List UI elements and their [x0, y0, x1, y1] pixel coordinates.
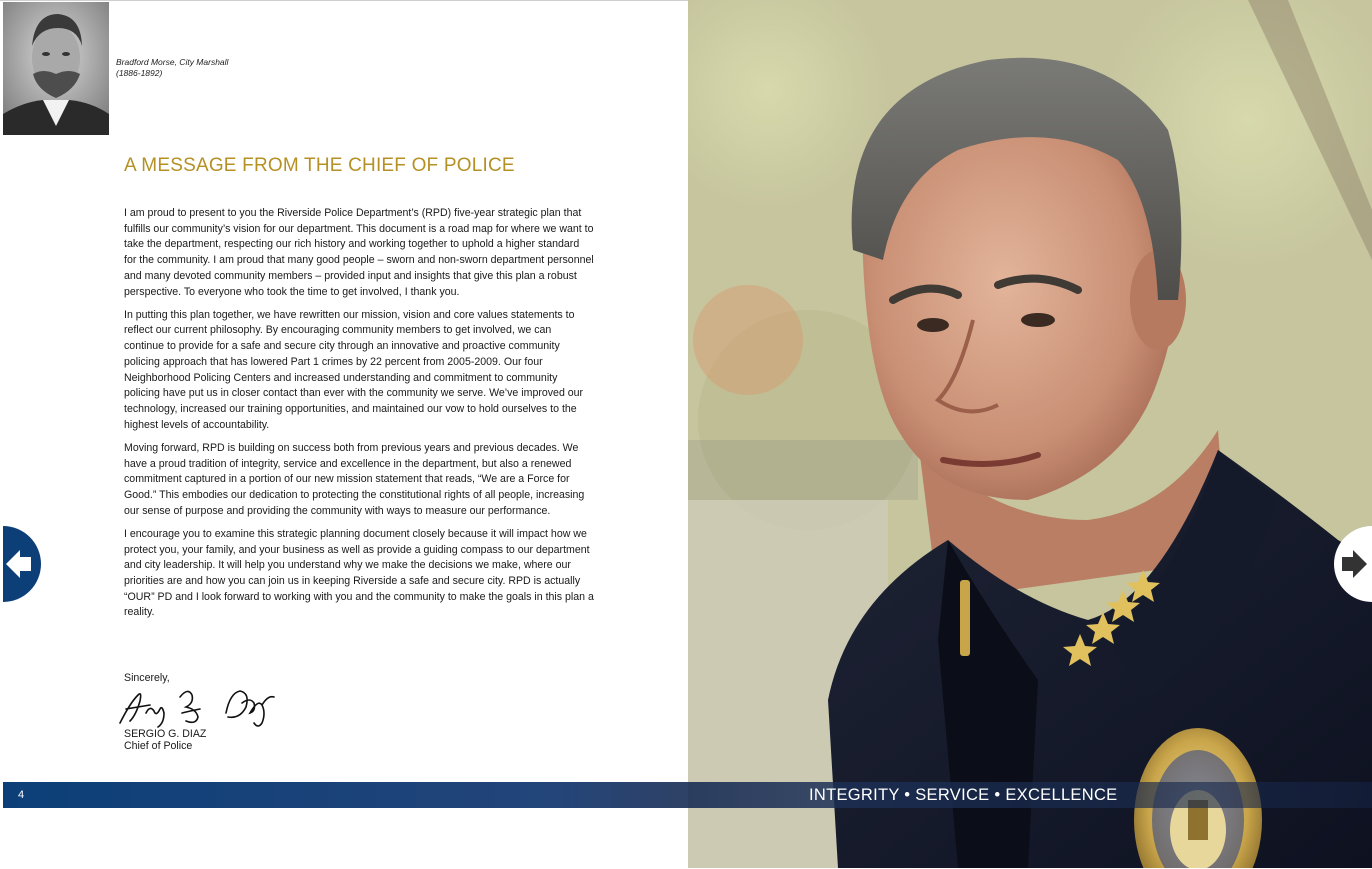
page-number: 4 [18, 789, 25, 801]
arrow-left-icon [0, 526, 41, 602]
core-values-tagline: INTEGRITY • SERVICE • EXCELLENCE [809, 786, 1118, 804]
letter-body [124, 206, 594, 629]
message-heading: A MESSAGE FROM THE CHIEF OF POLICE [124, 155, 515, 176]
caption-years-line: (1886-1892) [116, 68, 163, 78]
letter-paragraph-1: I am proud to present to you the Riverside Police Department’s (RPD) five-year strategic plan that fulfills our community’s vision for our department. This document is a road map for where we want to take the department, respecting our rich history and working together to uphold a higher standard for the community. I am proud that many good people – sworn and non-sworn department personnel and many devoted community members – provided input and insights that give this plan a robust perspective. To everyone who took the time to get involved, I thank you. [124, 207, 594, 298]
portrait-illustration [3, 2, 109, 135]
chief-photo [688, 0, 1372, 868]
letter-paragraph-4: I encourage you to examine this strategic planning document closely because it will impact how we protect you, your family, and your business as well as provide a guiding compass to our department and city leadership. It will help you understand why we make the decisions we make, where our priorities are and how you can join us in keeping Riverside a safe and secure city. RPD is actually “OUR” PD and I look forward to working with you and the community to make the goals in this plan a reality. [124, 527, 594, 619]
previous-page-button[interactable] [0, 526, 41, 602]
closing-text: Sincerely, [124, 672, 170, 684]
letter-paragraph-3: Moving forward, RPD is building on success both from previous years and previous decades. We have a proud tradition of integrity, service and excellence in the department, but also a renewed commitment captured in a portion of our new mission statement that reads, “We are a Force for Good.” This embodies our dedication to protecting the constitutional rights of all people, increasing our sense of purpose and providing the community with ways to measure our performance. [124, 441, 585, 517]
caption-name-line: Bradford Morse, City Marshall [116, 57, 229, 67]
letter-paragraph-2: In putting this plan together, we have rewritten our mission, vision and core values statements to reflect our current philosophy. By encouraging community members to get involved, we can continue to provide for a safe and secure city through an innovative and proactive community policing approach that has lowered Part 1 crimes by 22 percent from 2005-2009. Our four Neighborhood Policing Centers and increased understanding and commitment to community policing have put us in closer contact than ever with the community we serve. We’ve improved our technology, increased our training opportunities, and maintained our vow to hold ourselves to the highest levels of accountability. [124, 308, 584, 431]
arrow-right-icon [1333, 526, 1372, 602]
signature-image [116, 683, 278, 729]
next-page-button[interactable] [1333, 526, 1372, 602]
footer-banner [3, 782, 1372, 808]
historical-portrait-photo [3, 2, 109, 135]
signer-name: SERGIO G. DIAZ [124, 728, 207, 740]
portrait-caption [116, 57, 228, 79]
chief-portrait-illustration [688, 0, 1372, 868]
signer-title: Chief of Police [124, 740, 193, 752]
